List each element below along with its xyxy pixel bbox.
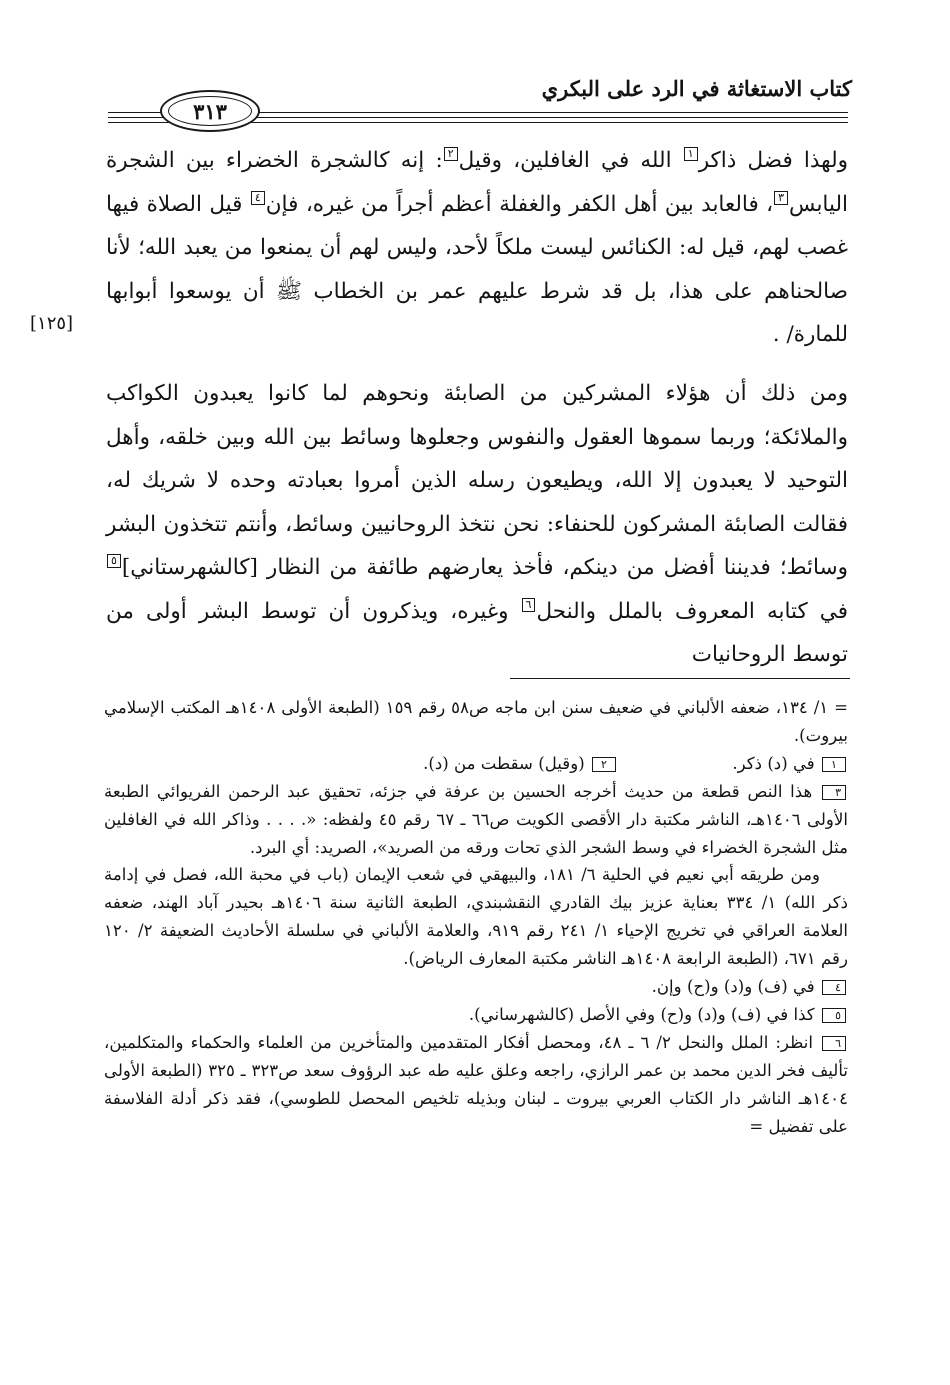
body-text-run: : إنه كالشجرة الخضراء بين الشجرة اليابس xyxy=(106,148,848,217)
footnote-5 xyxy=(104,1001,848,1029)
footnote-separator xyxy=(510,678,850,679)
footnote-marker: ٥ xyxy=(107,554,121,568)
footnote-6 xyxy=(104,1029,848,1141)
footnote-number-box: ٣ xyxy=(822,785,846,800)
footnote-2-text: (وقيل) سقطت من (د). xyxy=(423,753,585,773)
footnote-5-text: كذا في (ف) و(د) و(ح) وفي الأصل (كالشهرساني). xyxy=(468,1004,815,1024)
footnote-marker: ١ xyxy=(684,147,698,161)
footnote-number-box: ٢ xyxy=(592,757,616,772)
footnote-6-text: انظر: الملل والنحل ٢/ ٦ ـ ٤٨، ومحصل أفكار المتقدمين والمتأخرين من العلماء والحكماء والمتكلمين، تأليف فخر الدين محمد بن عمر الرازي، راجعه وعلق عليه طه عبد الرؤوف سعد ص٣٢٣ ـ ٣٢٥ (الطبعة الأولى ١٤٠٤هـ الناشر دار الكتاب العربي بيروت ـ لبنان وبذيله تلخيص المحصل للطوسي)، فقد ذكر أدلة الفلاسفة على تفضيل = xyxy=(104,1032,849,1136)
footnote-number-box: ٦ xyxy=(822,1036,846,1051)
footnote-marker: ٦ xyxy=(522,598,536,612)
body-text-run: الله في الغافلين، وقيل xyxy=(458,148,683,173)
manuscript-folio-marker: [١٢٥] xyxy=(30,313,74,334)
body-paragraph-1 xyxy=(106,139,848,357)
footnote-4 xyxy=(104,973,848,1001)
footnote-3 xyxy=(104,778,848,862)
footnote-number-box: ٤ xyxy=(822,980,846,995)
body-text-run: وغيره، ويذكرون أن توسط البشر أولى من توسط الروحانيات xyxy=(106,598,848,667)
body-text-run: قيل الصلاة فيها غصب لهم، قيل له: الكنائس ليست ملكاً لأحد، وليس لهم أن يمنعوا من يعبد الله؛ لأنا صالحناهم على هذا، بل قد شرط عليهم عمر بن الخطاب ﷺ أن يوسعوا أبوابها للمارة/ . xyxy=(106,191,848,347)
body-paragraph-2 xyxy=(106,372,848,677)
footnote-marker: ٢ xyxy=(444,147,458,161)
body-text-run: ومن ذلك أن هؤلاء المشركين من الصابئة ونحوهم لما كانوا يعبدون الكواكب والملائكة؛ وربما سموها العقول والنفوس وجعلوها وسائط بين الله وبين خلقه، وأهل التوحيد لا يعبدون إلا الله، ويطيعون رسله الذين أمروا بعبادته وحده لا شريك له، فقالت الصابئة المشركون للحنفاء: نحن نتخذ الروحانيين وسائط، وأنتم تتخذون البشر وسائط؛ فديننا أفضل من دينكم، فأخذ يعارضهم طائفة من النظار [كالشهرستاني] xyxy=(106,381,848,580)
running-header-title: كتاب الاستغاثة في الرد على البكري xyxy=(541,76,852,101)
footnote-marker: ٣ xyxy=(774,191,788,205)
footnote-continuation: = ١/ ١٣٤، ضعفه الألباني في ضعيف سنن ابن ماجه ص٥٨ رقم ١٥٩ (الطبعة الأولى ١٤٠٨هـ المكتب الإسلامي بيروت). xyxy=(104,698,849,745)
footnote-1-text: في (د) ذكر. xyxy=(732,753,815,773)
footnote-3-text: هذا النص قطعة من حديث أخرجه الحسين بن عرفة في جزئه، تحقيق عبد الرحمن الفريوائي الطبعة الأولى ١٤٠٦هـ، الناشر مكتبة دار الأقصى الكويت ص٦٦ ـ ٦٧ رقم ٤٥ ولفظه: «. . . . وذاكر الله في الغافلين مثل الشجرة الخضراء في وسط الشجر الذي تحات ورقه من الصريد»، الصريد: أي البرد. xyxy=(104,781,849,857)
footnote-1 xyxy=(618,750,848,778)
footnote-3-continued: ومن طريقه أبي نعيم في الحلية ٦/ ١٨١، والبيهقي في شعب الإيمان (باب في محبة الله، فصل في إدامة ذكر الله) ١/ ٣٣٤ بعناية عزيز بيك القادري النقشبندي، الطبعة الثانية سنة ١٤٠٦هـ بحيدر آباد الهند، ضعفه العلامة العراقي في تخريج الإحياء ١/ ٢٤١ رقم ٩١٩، والعلامة الألباني في سلسلة الأحاديث الضعيفة ٢/ ١٢٠ رقم ٦٧١، (الطبعة الرابعة ١٤٠٨هـ الناشر مكتبة المعارف الرياض). xyxy=(104,865,848,969)
page-number: ٣١٣ xyxy=(168,96,252,126)
footnote-2 xyxy=(423,750,618,778)
body-text-run: في كتابه المعروف بالملل والنحل xyxy=(536,598,849,624)
body-text-run: ، فالعابد بين أهل الكفر والغفلة أعظم أجراً من غيره، فإن xyxy=(265,191,774,217)
body-text-run: ولهذا فضل ذاكر xyxy=(698,148,848,173)
footnote-number-box: ١ xyxy=(822,757,846,772)
page-number-badge xyxy=(160,90,260,132)
footnote-number-box: ٥ xyxy=(822,1008,846,1023)
footnote-row-1-2 xyxy=(104,750,848,778)
footnote-4-text: في (ف) و(د) و(ح) وإن. xyxy=(651,977,815,997)
footnotes-block xyxy=(104,694,848,1141)
footnote-marker: ٤ xyxy=(251,191,265,205)
